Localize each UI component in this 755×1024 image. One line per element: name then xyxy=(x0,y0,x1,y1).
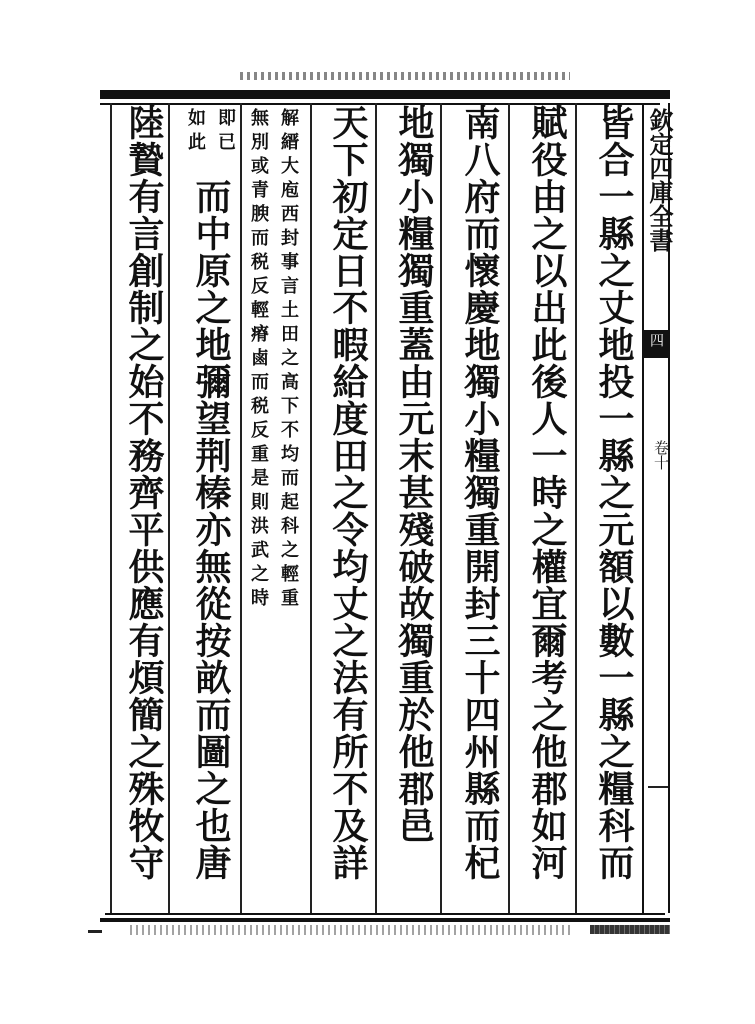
annotation-continued-2: 如此 xyxy=(185,108,206,156)
text-column-3: 南八府而懷慶地獨小糧獨重開封三十四州縣而杞 xyxy=(459,104,501,881)
top-border-rule xyxy=(100,90,670,99)
scan-artifact-top xyxy=(240,72,570,80)
column-rule xyxy=(240,103,242,913)
annotation-continued-1: 即已 xyxy=(215,108,236,156)
text-column-7: 而中原之地彌望荆榛亦無從按畝而圖之也唐 xyxy=(190,178,232,881)
margin-book-title: 欽定四庫全書 xyxy=(645,108,674,252)
column-rule xyxy=(575,103,577,913)
annotation-line-1: 解縉大庖西封事言土田之高下不均而起科之輕重 xyxy=(278,108,299,612)
column-rule xyxy=(375,103,377,913)
bottom-border-rule xyxy=(100,918,670,922)
text-column-5: 天下初定日不暇給度田之令均丈之法有所不及詳 xyxy=(327,104,369,881)
bottom-inner-rule xyxy=(105,913,665,915)
corner-mark xyxy=(88,930,102,933)
margin-juan-label: 卷十 xyxy=(652,440,670,470)
scan-artifact-bottom xyxy=(130,925,570,935)
column-rule xyxy=(310,103,312,913)
text-column-2: 賦役由之以出此後人一時之權宜爾考之他郡如河 xyxy=(526,104,568,881)
library-stamp-mark xyxy=(590,925,670,934)
text-column-1: 皆合一縣之丈地投一縣之元額以數一縣之糧科而 xyxy=(593,104,635,881)
column-rule xyxy=(440,103,442,913)
margin-tick xyxy=(648,786,668,788)
annotation-line-2: 無別或青腴而税反輕瘠鹵而税反重是則洪武之時 xyxy=(248,108,269,612)
text-column-4: 地獨小糧獨重蓋由元末甚殘破故獨重於他郡邑 xyxy=(393,104,435,844)
column-rule xyxy=(168,103,170,913)
text-column-8: 陸贄有言創制之始不務齊平供應有煩簡之殊牧守 xyxy=(123,104,165,881)
fish-tail-mark: 四 xyxy=(648,333,664,347)
column-rule xyxy=(110,103,112,913)
column-rule xyxy=(508,103,510,913)
